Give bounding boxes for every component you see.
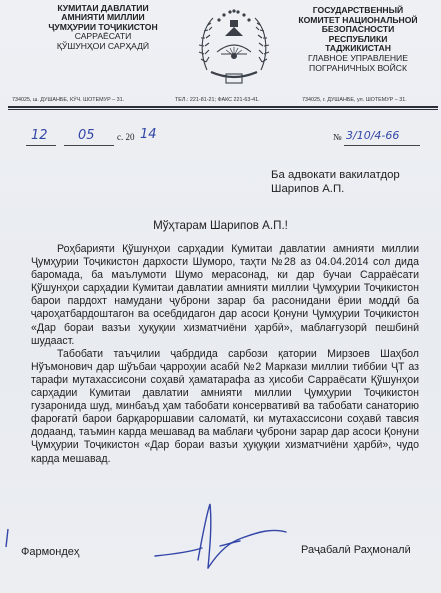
header-right-line: КОМИТЕТ НАЦИОНАЛЬНОЙ [298, 14, 418, 25]
header-left [18, 4, 188, 51]
document-number-underline [344, 145, 420, 146]
header-left-subline: ҚЎШУНҲОИ САРҲАДӢ [56, 40, 150, 51]
signatory-name: Раҷабалӣ Раҳмоналӣ [301, 544, 411, 556]
date-year-prefix: с. 20 [117, 132, 135, 142]
letter-body [31, 243, 419, 466]
salutation: Мўҳтарам Шарипов А.П.! [153, 219, 288, 232]
signatory-title: Фармондеҳ [21, 546, 80, 558]
recipient-line: Шарипов А.П. [271, 183, 345, 195]
pen-mark-icon [3, 528, 11, 548]
date-month-underline [64, 145, 114, 146]
header-right [278, 6, 438, 73]
body-paragraph: Роҳбарияти Қўшунҳои сарҳадии Кумитаи давлатии амнияти миллии Ҷумҳурии Тоҷикистон дархости Шуморо, таҳти №28 аз 04.04.2014 сол дида баромада, ба маълумоти Шумо мерасонад, ки дар бучаи Сарраёсати Қўшунҳои сарҳадии Кумитаи давлатии амнияти миллии Ҷумҳурии Тоҷикистон барои пардохт намудани ҷуброни зарар ба расонидани ёрии моддӣ ба ҷароҳатбардоштагон ва осебдидагон дар асоси Қонуни Ҷумҳурии Тоҷикистон «Дар бораи вазъи ҳуқуқии хизматчиёни ҳарбӣ», маблағгузорӣ пешбинӣ шудааст. [31, 243, 419, 347]
header-divider [8, 106, 438, 108]
header-right-subline: ГЛАВНОЕ УПРАВЛЕНИЕ [308, 52, 408, 63]
header-right-subline: ПОГРАНИЧНЫХ ВОЙСК [309, 62, 407, 73]
header-right-line: ТАДЖИКИСТАН [325, 43, 391, 54]
date-month: 05 [78, 128, 95, 143]
date-day-underline [26, 145, 56, 146]
address-phone: ТЕЛ.: 221-81-21; ФАКС 221-63-41. [175, 97, 260, 103]
header-left-subline: САРРАЁСАТИ [74, 31, 132, 42]
header-right-line: БЕЗОПАСНОСТИ [321, 24, 395, 35]
header-left-line: ҶУМҲУРИИ ТОҶИКИСТОН [48, 21, 158, 32]
address-right: 734025, г. ДУШАНБЕ, ул. ШОТЕМУР – 31. [302, 97, 407, 103]
body-paragraph: Табобати таъҷилии ҷабрдида сарбози қатории Мирзоев Шаҳбол Нўъмонович дар шўъбаи ҷарроҳии асабӣ №2 Маркази миллии тиббии ҶТ аз тарафи мутахассисони соҳавӣ ҳаматарафа аз ҳисоби Сарраёсати Қўшунҳои сарҳадии Кумитаи давлатии амнияти миллии Ҷумҳурии Тоҷикистон гузаронида шуд, минбаъд ҳам табобати консервативӣ ва табобати санаторию фароғатӣ барои барқароршавии саломатӣ, ки мутахассисони соҳавӣ тавсия додаанд, таъмин карда мешавад ва маблағи ҷуброни зарар дар асоси Қонуни Ҷумҳурии Тоҷикистон «Дар бораи вазъи ҳуқуқии хизматчиёни ҳарбӣ», чудо карда мешавад. [31, 347, 419, 465]
tajikistan-coat-of-arms-icon [197, 8, 271, 88]
address-left: 734025, ш. ДУШАНБЕ, КӮЧ. ШОТЕМУР – 31. [12, 97, 125, 103]
recipient-line: Ба адвокати вакилатдор [271, 169, 400, 181]
header-divider-thin [8, 109, 438, 110]
date-day: 12 [31, 128, 48, 143]
handwritten-signature-icon [150, 498, 290, 573]
header-left-line: АМНИЯТИ МИЛЛИИ [61, 12, 145, 23]
recipient-block [271, 168, 400, 196]
date-year-suffix: 14 [140, 127, 157, 142]
header-left-line: КУМИТАИ ДАВЛАТИИ [57, 3, 149, 13]
document-number: 3/10/4-66 [346, 129, 400, 142]
document-number-label: № [333, 132, 342, 142]
header-right-line: РЕСПУБЛИКИ [328, 33, 388, 44]
header-right-line: ГОСУДАРСТВЕННЫЙ [312, 5, 404, 15]
